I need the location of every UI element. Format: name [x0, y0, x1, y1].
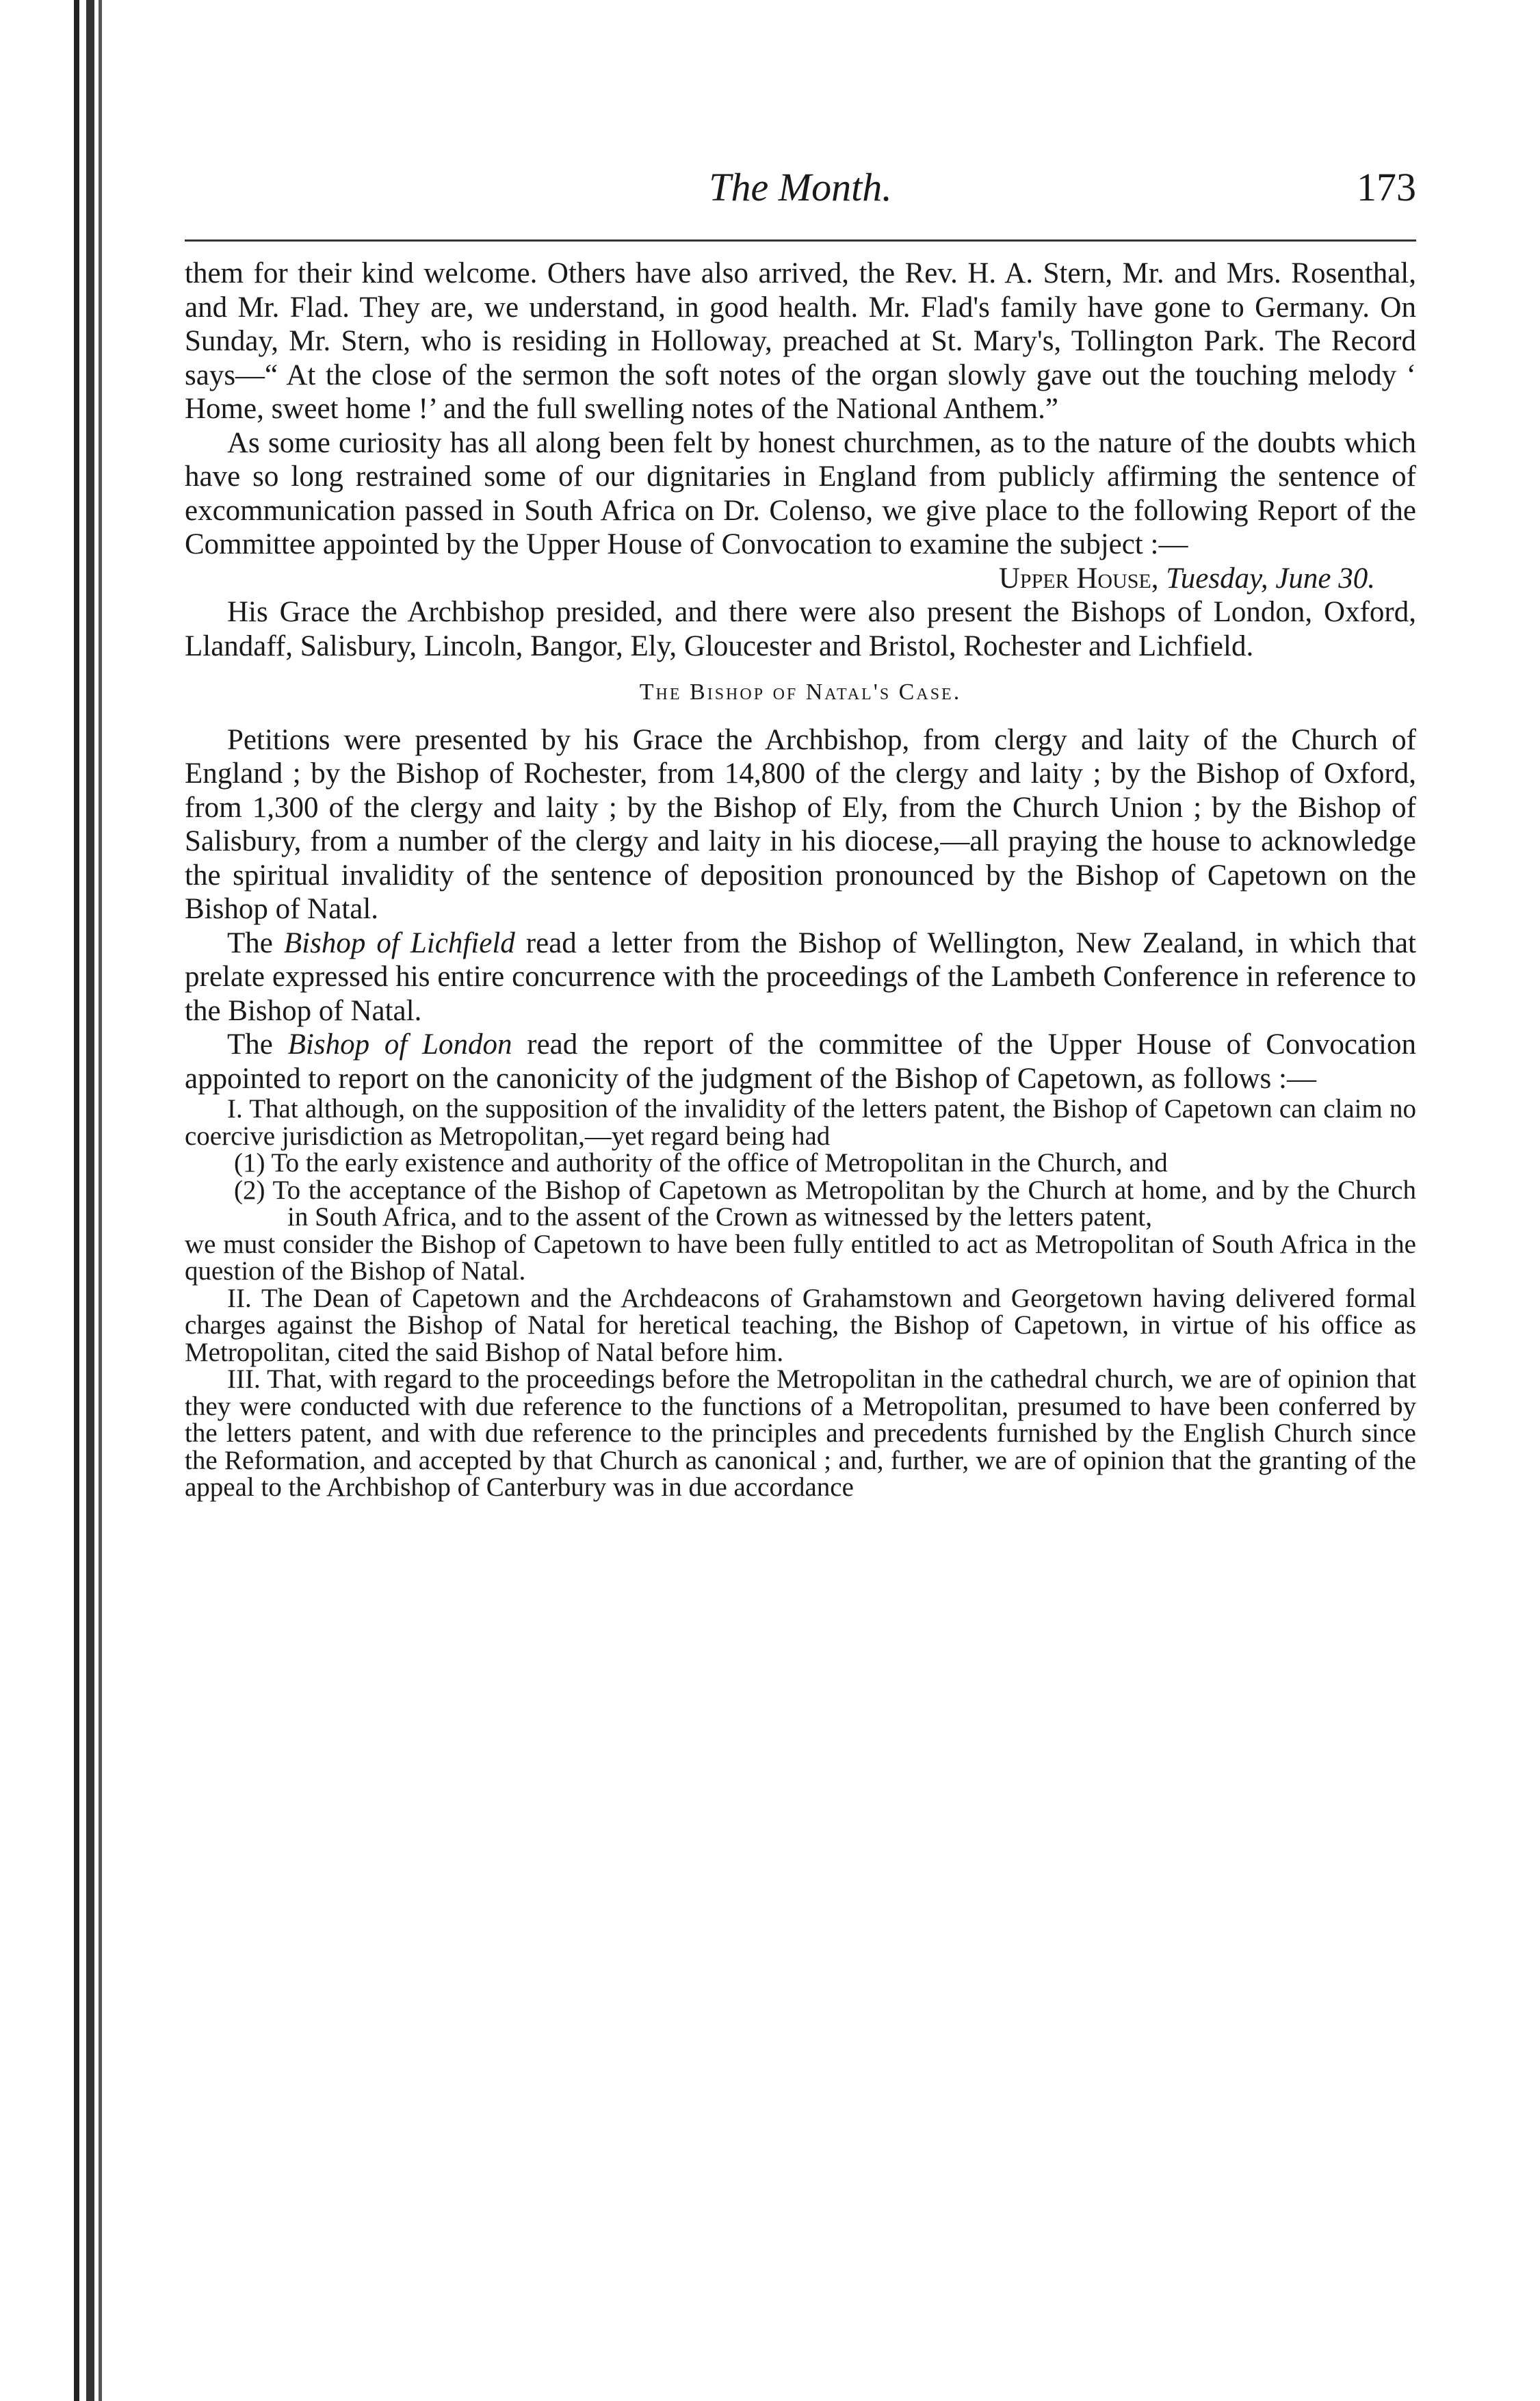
paragraph: The Bishop of London read the report of the committee of the Upper House of Convocation appointed to report on the canonicity of the judgment of the Bishop of Capetown, as follows :—	[185, 1028, 1416, 1095]
book-binding-edge	[0, 0, 103, 2401]
page-header	[185, 164, 1416, 219]
running-title: The Month.	[709, 165, 892, 209]
session-venue: Upper House,	[998, 562, 1159, 595]
report-clause-continuation: we must consider the Bishop of Capetown to have been fully entitled to act as Metropolitan of South Africa in the question of the Bishop of Natal.	[185, 1229, 1416, 1286]
paragraph: His Grace the Archbishop presided, and there were also present the Bishops of London, Oxford, Llandaff, Salisbury, Lincoln, Bangor, Ely, Gloucester and Bristol, Rochester and Lichfield.	[185, 596, 1416, 662]
committee-report	[185, 1095, 1416, 1501]
report-clause: II. The Dean of Capetown and the Archdeacons of Grahamstown and Georgetown having delivered formal charges against the Bishop of Natal for heretical teaching, the Bishop of Capetown, in virtue of his office as Metropolitan, cited the said Bishop of Natal before him.	[185, 1283, 1416, 1367]
paragraph: The Bishop of Lichfield read a letter from the Bishop of Wellington, New Zealand, in which that prelate expressed his entire concurrence with the proceedings of the Lambeth Conference in reference to the Bishop of Natal.	[185, 926, 1416, 1027]
section-heading: The Bishop of Natal's Case.	[639, 679, 962, 705]
session-dateline	[185, 562, 1416, 596]
report-subclause: (1) To the early existence and authority of the office of Metropolitan in the Church, and	[234, 1148, 1168, 1178]
page-body	[185, 257, 1416, 1501]
binding-line	[99, 0, 102, 2401]
report-clause: III. That, with regard to the proceedings before the Metropolitan in the cathedral church, we are of opinion that they were conducted with due reference to the functions of a Metropolitan, presumed to have been conferred by the letters patent, and with due reference to the principles and precedents furnished by the English Church since the Reformation, and accepted by that Church as canonical ; and, further, we are of opinion that the granting of the appeal to the Archbishop of Canterbury was in due accordance	[185, 1364, 1416, 1502]
page-number: 173	[1357, 165, 1416, 209]
paragraph: them for their kind welcome. Others have also arrived, the Rev. H. A. Stern, Mr. and Mrs. Rosenthal, and Mr. Flad. They are, we understand, in good health. Mr. Flad's family have gone to Germany. On Sunday, Mr. Stern, who is residing in Holloway, preached at St. Mary's, Tollington Park. The Record says—“ At the close of the sermon the soft notes of the organ slowly gave out the touching melody ‘ Home, sweet home !’ and the full swelling notes of the National Anthem.”	[185, 257, 1416, 425]
header-rule	[185, 239, 1416, 242]
binding-line	[74, 0, 79, 2401]
binding-line	[86, 0, 94, 2401]
session-date: Tuesday, June 30.	[1166, 562, 1375, 595]
paragraph: Petitions were presented by his Grace the Archbishop, from clergy and laity of the Church of England ; by the Bishop of Rochester, from 14,800 of the clergy and laity ; by the Bishop of Oxford, from 1,300 of the clergy and laity ; by the Bishop of Ely, from the Church Union ; by the Bishop of Salisbury, from a number of the clergy and laity in his diocese,—all praying the house to acknowledge the spiritual invalidity of the sentence of deposition pronounced by the Bishop of Capetown on the Bishop of Natal.	[185, 723, 1416, 925]
report-clause: I. That although, on the supposition of the invalidity of the letters patent, the Bishop of Capetown can claim no coercive jurisdiction as Metropolitan,—yet regard being had	[185, 1094, 1416, 1151]
paragraph: As some curiosity has all along been felt by honest churchmen, as to the nature of the doubts which have so long restrained some of our dignitaries in England from publicly affirming the sentence of excommunication passed in South Africa on Dr. Colenso, we give place to the following Report of the Committee appointed by the Upper House of Convocation to examine the subject :—	[185, 426, 1416, 560]
speaker-name: Bishop of London	[287, 1028, 512, 1061]
speaker-name: Bishop of Lichfield	[283, 926, 515, 959]
report-subclause: (2) To the acceptance of the Bishop of Capetown as Metropolitan by the Church at home, and by the Church in South Africa, and to the assent of the Crown as witnessed by the letters patent,	[234, 1175, 1416, 1232]
